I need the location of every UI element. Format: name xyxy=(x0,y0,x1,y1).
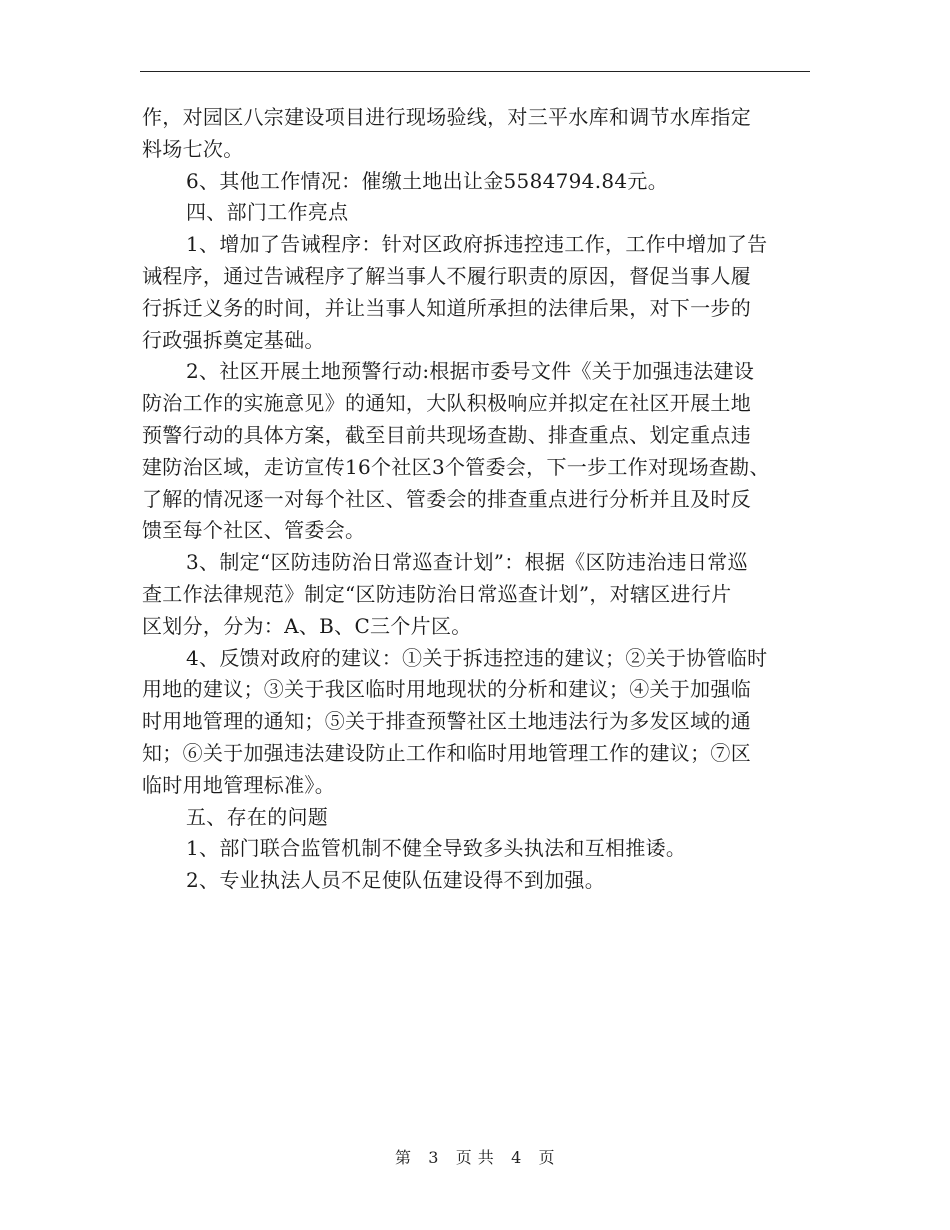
footer-mid: 页 共 xyxy=(455,1148,495,1167)
footer-total-pages: 4 xyxy=(511,1148,522,1167)
text-line: 3、制定“区防违防治日常巡查计划”：根据《区防违治违日常巡 xyxy=(186,550,748,575)
text-line: 诫程序，通过告诫程序了解当事人不履行职责的原因，督促当事人履 xyxy=(142,263,751,288)
text-line: 6、其他工作情况：催缴土地出让金5584794.84元。 xyxy=(186,168,669,193)
header-rule xyxy=(140,71,810,72)
text-line: 临时用地管理标准》。 xyxy=(142,772,335,797)
text-line: 查工作法律规范》制定“区防违防治日常巡查计划”，对辖区进行片 xyxy=(142,581,732,606)
text-line: 1、部门联合监管机制不健全导致多头执法和互相推诿。 xyxy=(186,836,687,861)
text-line: 2、专业执法人员不足使队伍建设得不到加强。 xyxy=(186,868,606,893)
text-line: 五、存在的问题 xyxy=(186,804,329,829)
footer-current-page: 3 xyxy=(428,1148,439,1167)
text-line: 用地的建议；③关于我区临时用地现状的分析和建议；④关于加强临 xyxy=(142,677,751,702)
text-line: 行拆迁义务的时间，并让当事人知道所承担的法律后果，对下一步的 xyxy=(142,295,751,320)
text-line: 防治工作的实施意见》的通知，大队积极响应并拟定在社区开展土地 xyxy=(142,391,751,416)
text-line: 时用地管理的通知；⑤关于排查预警社区土地违法行为多发区域的通 xyxy=(142,709,751,734)
document-body xyxy=(142,102,810,897)
text-line: 料场七次。 xyxy=(142,136,244,161)
text-line: 区划分，分为：A、B、C三个片区。 xyxy=(142,613,472,638)
text-line: 预警行动的具体方案，截至目前共现场查勘、排查重点、划定重点违 xyxy=(142,422,751,447)
text-line: 了解的情况逐一对每个社区、管委会的排查重点进行分析并且及时反 xyxy=(142,486,751,511)
text-line: 知；⑥关于加强违法建设防止工作和临时用地管理工作的建议；⑦区 xyxy=(142,740,751,765)
page-footer xyxy=(0,1147,950,1169)
text-line: 2、社区开展土地预警行动:根据市委号文件《关于加强违法建设 xyxy=(186,359,755,384)
text-line: 4、反馈对政府的建议：①关于拆违控违的建议；②关于协管临时 xyxy=(186,645,768,670)
footer-prefix: 第 xyxy=(394,1148,412,1167)
text-line: 四、部门工作亮点 xyxy=(186,200,349,225)
text-line: 行政强拆奠定基础。 xyxy=(142,327,325,352)
text-line: 馈至每个社区、管委会。 xyxy=(142,518,366,543)
footer-suffix: 页 xyxy=(538,1148,556,1167)
text-line: 1、增加了告诫程序：针对区政府拆违控违工作，工作中增加了告 xyxy=(186,232,768,257)
text-line: 建防治区域，走访宣传16个社区3个管委会，下一步工作对现场查勘、 xyxy=(142,454,770,479)
text-line: 作，对园区八宗建设项目进行现场验线，对三平水库和调节水库指定 xyxy=(142,105,751,129)
